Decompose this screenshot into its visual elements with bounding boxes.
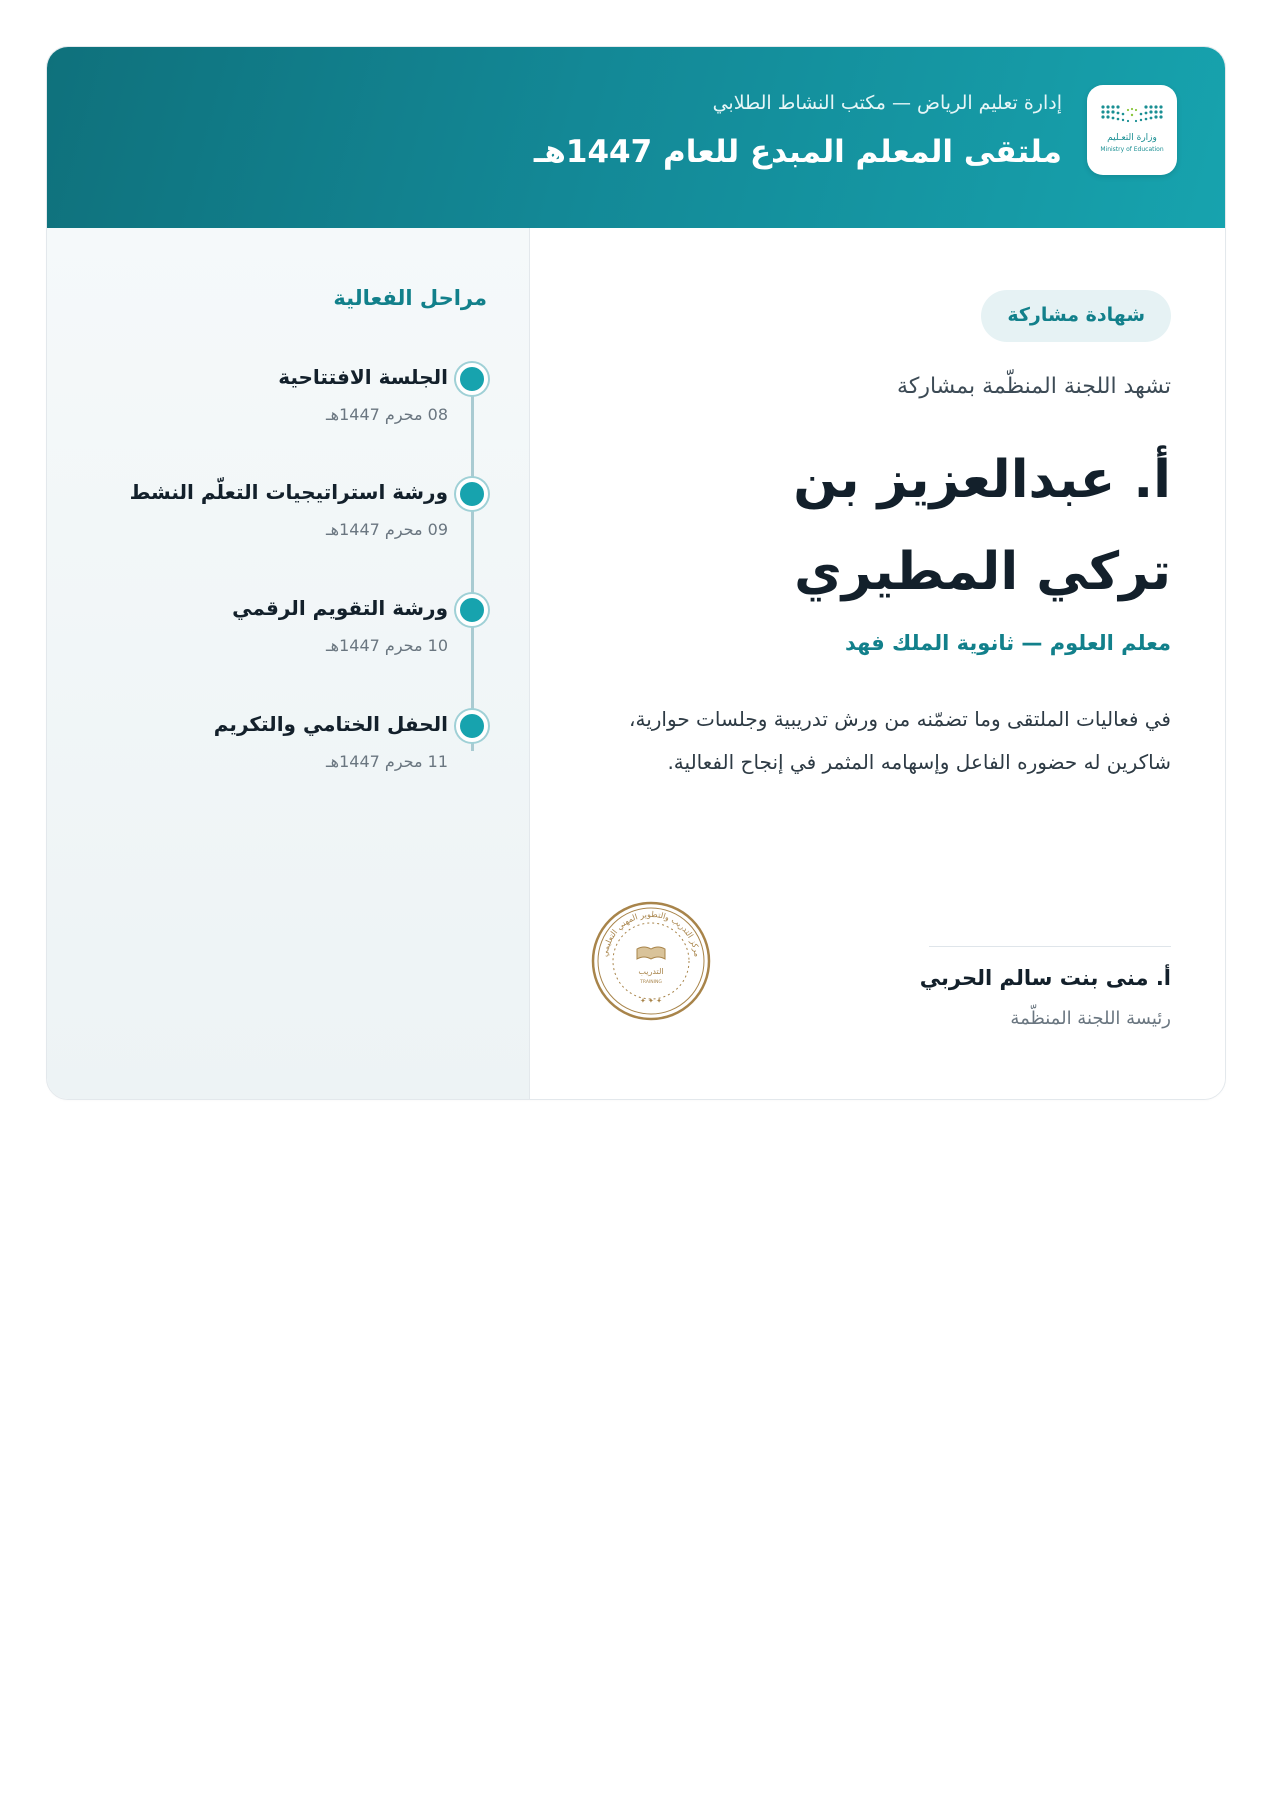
stage-name: ورشة التقويم الرقمي xyxy=(232,596,448,620)
signer-name: أ. منى بنت سالم الحربي xyxy=(919,966,1171,990)
certificate-type-badge: شهادة مشاركة xyxy=(981,290,1171,342)
timeline-stage xyxy=(47,710,529,810)
signer-title: رئيسة اللجنة المنظّمة xyxy=(1010,1008,1171,1029)
ministry-logo xyxy=(1087,85,1177,175)
stage-name: ورشة استراتيجيات التعلّم النشط xyxy=(129,480,448,504)
certificate-header xyxy=(47,47,1225,228)
timeline-stage xyxy=(47,594,529,694)
ministry-logo-icon xyxy=(1097,101,1167,131)
stage-date: 11 محرم 1447هـ xyxy=(325,752,448,771)
timeline-title: مراحل الفعالية xyxy=(333,286,487,310)
timeline-panel xyxy=(47,228,530,1099)
seal-center-sub: TRAINING xyxy=(640,980,662,985)
timeline-dot-icon xyxy=(456,594,488,626)
timeline-dot-icon xyxy=(456,478,488,510)
stage-date: 10 محرم 1447هـ xyxy=(325,636,448,655)
certificate-card xyxy=(46,46,1226,1100)
ministry-name-en: Ministry of Education xyxy=(1100,146,1164,153)
timeline-stage xyxy=(47,363,529,463)
recipient-name: أ. عبدالعزيز بن تركي المطيري xyxy=(793,450,1171,602)
stage-name: الجلسة الافتتاحية xyxy=(278,365,448,389)
timeline-dot-icon xyxy=(456,710,488,742)
official-seal xyxy=(589,899,713,1023)
certificate-body xyxy=(529,228,1225,1099)
recipient-role: معلم العلوم — ثانوية الملك فهد xyxy=(845,631,1171,655)
header-title: ملتقى المعلم المبدع للعام 1447هـ xyxy=(533,134,1062,170)
stage-name: الحفل الختامي والتكريم xyxy=(213,712,448,736)
timeline-stage xyxy=(47,478,529,578)
signature-line xyxy=(929,946,1171,947)
svg-text:✦ ✦ ✦: ✦ ✦ ✦ xyxy=(639,997,663,1005)
timeline-dot-icon xyxy=(456,363,488,395)
ministry-name-ar: وزارة التعـليم xyxy=(1107,133,1157,143)
certificate-text: في فعاليات الملتقى وما تضمّنه من ورش تدريبية وجلسات حوارية، شاكرين له حضوره الفاعل وإسهامه المثمر في إنجاح الفعالية. xyxy=(629,707,1171,774)
header-subtitle: إدارة تعليم الرياض — مكتب النشاط الطلابي xyxy=(712,92,1062,114)
stage-date: 08 محرم 1447هـ xyxy=(325,405,448,424)
stage-date: 09 محرم 1447هـ xyxy=(325,520,448,539)
seal-center-text: التدريب xyxy=(638,967,664,976)
seal-ring-text: مركز التدريب والتطوير المهني التعليمي xyxy=(600,909,702,958)
attest-line: تشهد اللجنة المنظّمة بمشاركة xyxy=(897,374,1171,399)
seal-icon xyxy=(589,899,713,1023)
